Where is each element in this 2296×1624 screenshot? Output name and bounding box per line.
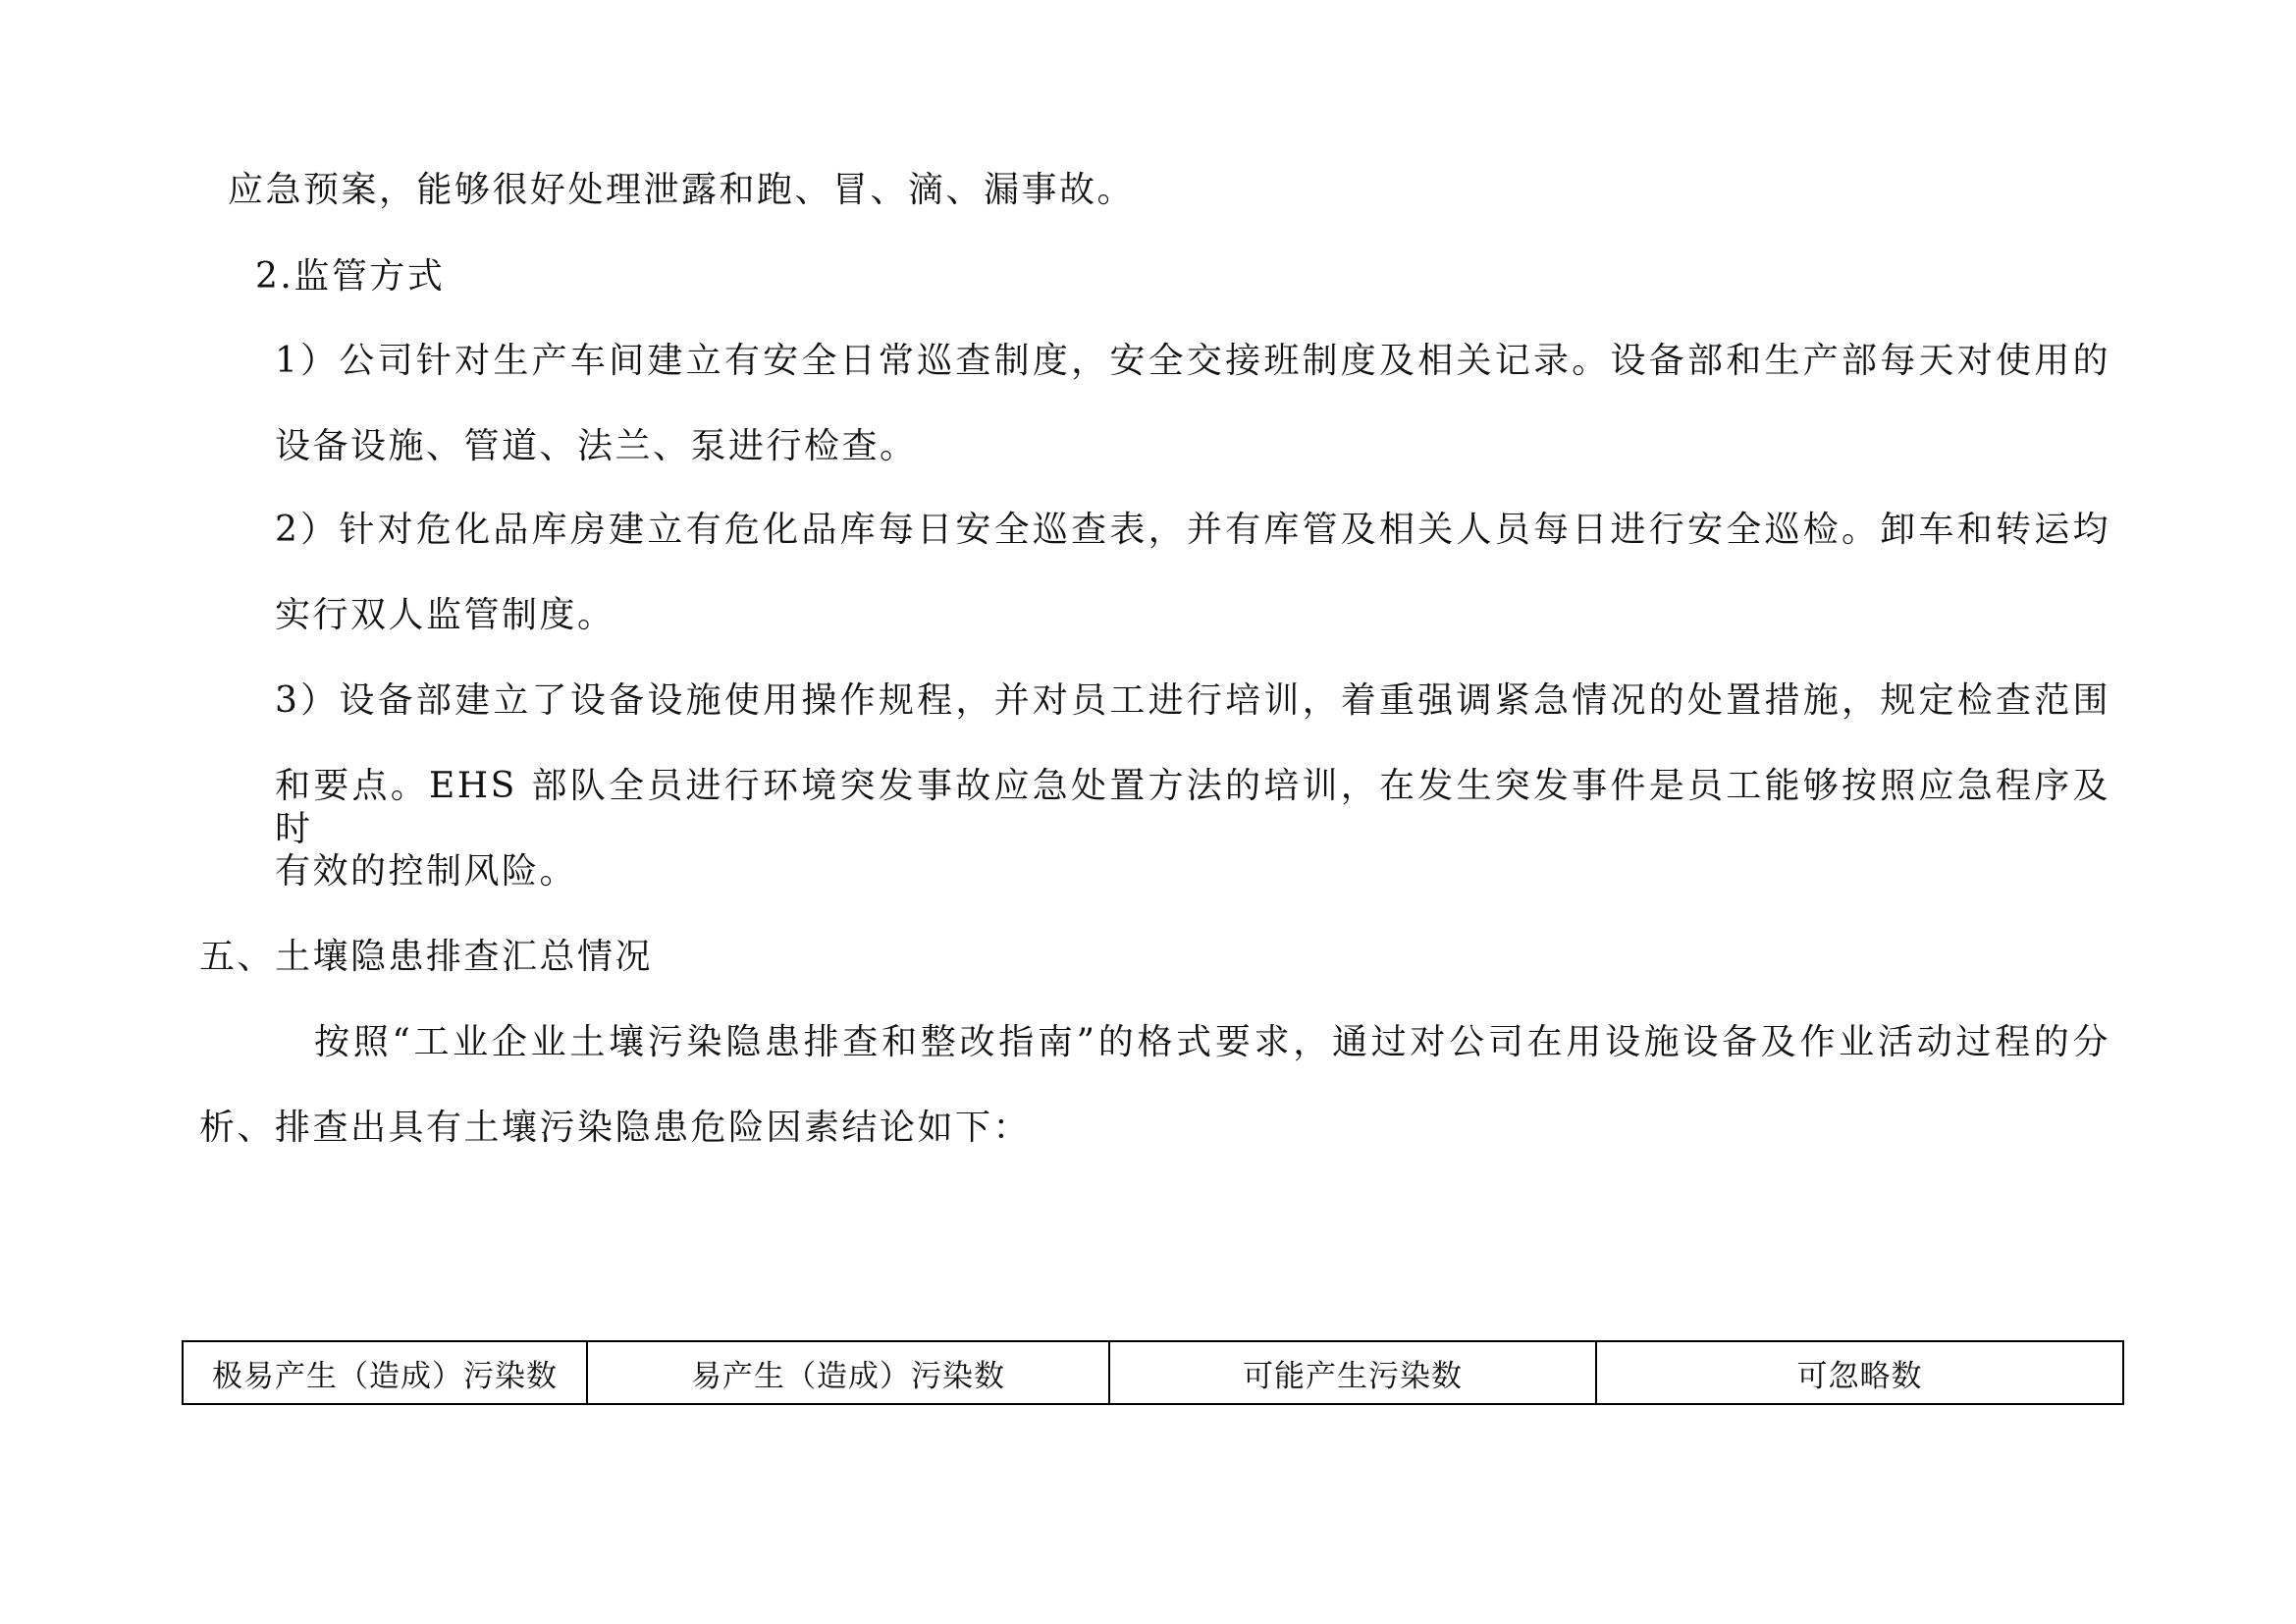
item-3-line-1: 3）设备部建立了设备设施使用操作规程，并对员工进行培训，着重强调紧急情况的处置措施，规定检查范围 [275, 680, 2110, 721]
header-very-easy-pollution-count: 极易产生（造成）污染数 [183, 1341, 587, 1404]
section-5-line-2: 析、排查出具有土壤污染隐患危险因素结论如下： [199, 1108, 1032, 1148]
hazard-summary-table [182, 1340, 2124, 1405]
table-header-row [183, 1341, 2123, 1404]
item-1-line-2: 设备设施、管道、法兰、泵进行检查。 [275, 426, 918, 466]
section-5-title: 五、土壤隐患排查汇总情况 [199, 937, 654, 977]
item-2-line-2: 实行双人监管制度。 [275, 595, 615, 635]
item-3-line-2: 和要点。EHS 部队全员进行环境突发事故应急处置方法的培训，在发生突发事件是员工能够按照应急程序及时 [275, 766, 2110, 849]
subheading-supervision-method: 2.监管方式 [255, 256, 446, 297]
header-easy-pollution-count: 易产生（造成）污染数 [587, 1341, 1109, 1404]
header-negligible-count: 可忽略数 [1596, 1341, 2123, 1404]
section-5-line-1: 按照“工业企业土壤污染隐患排查和整改指南”的格式要求，通过对公司在用设施设备及作业活动过程的分 [314, 1022, 2110, 1062]
item-3-line-3: 有效的控制风险。 [275, 851, 578, 892]
paragraph-continuation: 应急预案，能够很好处理泄露和跑、冒、滴、漏事故。 [228, 170, 1136, 210]
item-2-line-1: 2）针对危化品库房建立有危化品库每日安全巡查表，并有库管及相关人员每日进行安全巡检。卸车和转运均 [275, 510, 2110, 550]
header-possible-pollution-count: 可能产生污染数 [1109, 1341, 1596, 1404]
item-1-line-1: 1）公司针对生产车间建立有安全日常巡查制度，安全交接班制度及相关记录。设备部和生产部每天对使用的 [275, 341, 2110, 381]
